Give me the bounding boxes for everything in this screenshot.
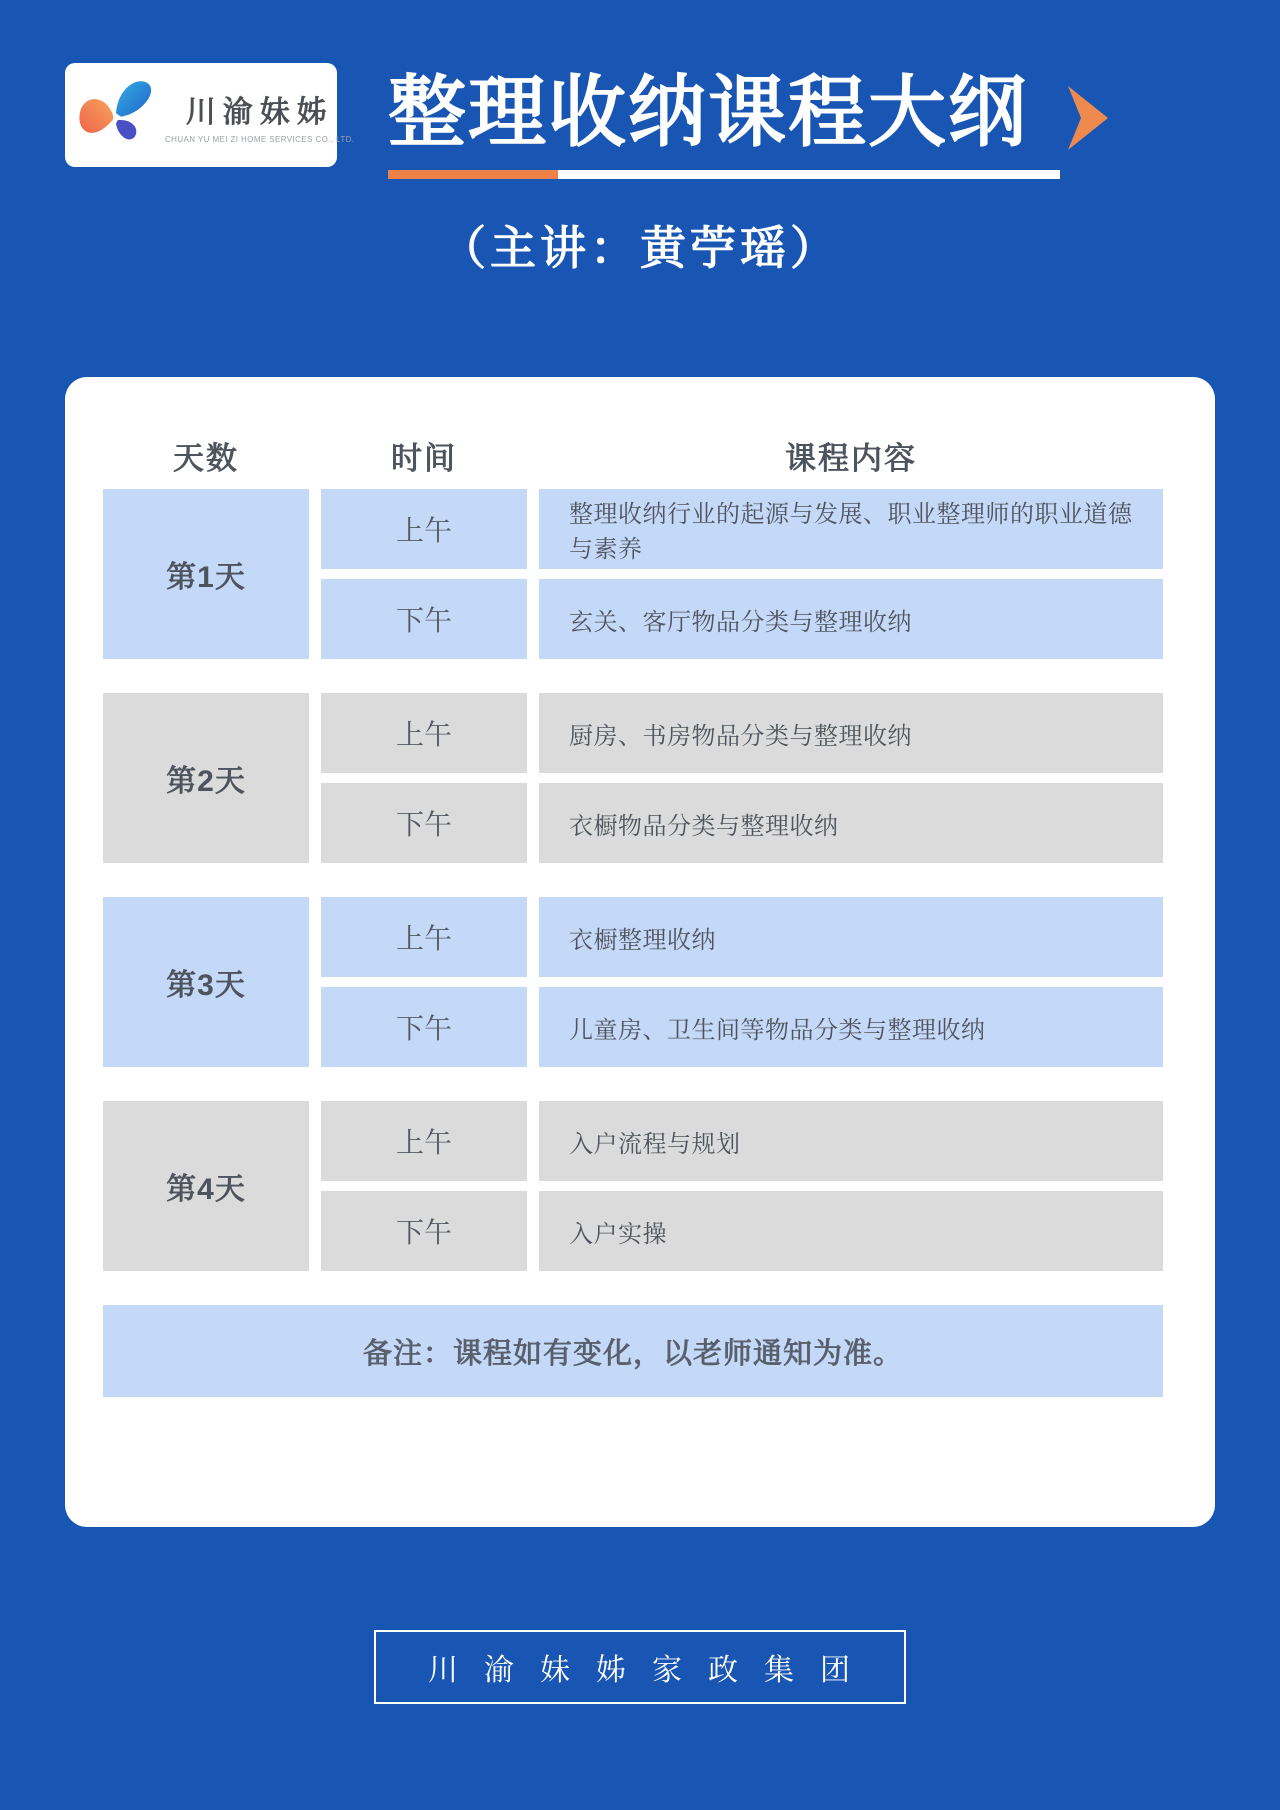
logo-company-name-en: CHUAN YU MEI ZI HOME SERVICES CO., LTD.	[165, 134, 355, 144]
logo-text	[165, 87, 354, 144]
day2-rows	[321, 693, 1163, 863]
day4-label: 第4天	[103, 1101, 309, 1271]
table-header-row	[103, 421, 1163, 489]
day2-am-time: 上午	[321, 693, 527, 773]
day4-pm-time: 下午	[321, 1191, 527, 1271]
day4-am-row	[321, 1101, 1163, 1181]
day1-label: 第1天	[103, 489, 309, 659]
day3-label: 第3天	[103, 897, 309, 1067]
title-underline	[388, 170, 1060, 179]
day3-rows	[321, 897, 1163, 1067]
day3-am-time: 上午	[321, 897, 527, 977]
day4-group	[103, 1101, 1163, 1271]
day1-pm-row	[321, 579, 1163, 659]
day1-rows	[321, 489, 1163, 659]
day4-rows	[321, 1101, 1163, 1271]
title-block	[388, 60, 1060, 179]
day1-pm-time: 下午	[321, 579, 527, 659]
day1-group	[103, 489, 1163, 659]
day1-am-content: 整理收纳行业的起源与发展、职业整理师的职业道德与素养	[539, 489, 1163, 569]
underline-orange-segment	[388, 170, 558, 179]
header-content-column	[539, 433, 1163, 478]
day3-pm-time: 下午	[321, 987, 527, 1067]
header-day-label: 天数	[173, 440, 239, 476]
logo-company-name: 川渝妹姊	[185, 95, 334, 129]
page-title: 整理收纳课程大纲	[388, 68, 1029, 156]
day1-am-row	[321, 489, 1163, 569]
header-time-column	[321, 433, 527, 478]
day1-am-time: 上午	[321, 489, 527, 569]
right-arrow-icon	[1068, 86, 1108, 150]
day3-pm-content: 儿童房、卫生间等物品分类与整理收纳	[539, 987, 1163, 1067]
day2-pm-time: 下午	[321, 783, 527, 863]
day4-am-time: 上午	[321, 1101, 527, 1181]
butterfly-logo-icon	[73, 72, 159, 158]
lecturer-subtitle: （主讲：黄苧瑶）	[440, 222, 840, 274]
day2-am-content: 厨房、书房物品分类与整理收纳	[539, 693, 1163, 773]
day4-pm-content: 入户实操	[539, 1191, 1163, 1271]
day3-group	[103, 897, 1163, 1067]
day2-label: 第2天	[103, 693, 309, 863]
header-day-column	[103, 433, 309, 478]
logo-box	[65, 63, 355, 167]
day3-am-row	[321, 897, 1163, 977]
day2-pm-content: 衣橱物品分类与整理收纳	[539, 783, 1163, 863]
day2-group	[103, 693, 1163, 863]
day4-pm-row	[321, 1191, 1163, 1271]
day4-am-content: 入户流程与规划	[539, 1101, 1163, 1181]
course-table-card	[65, 377, 1215, 1527]
underline-white-segment	[558, 170, 1060, 179]
day1-pm-content: 玄关、客厅物品分类与整理收纳	[539, 579, 1163, 659]
footer-company-box: 川渝妹姊家政集团	[374, 1630, 906, 1704]
day2-am-row	[321, 693, 1163, 773]
note-row: 备注：课程如有变化，以老师通知为准。	[103, 1305, 1163, 1397]
header-content-label: 课程内容	[785, 440, 917, 476]
day2-pm-row	[321, 783, 1163, 863]
day3-am-content: 衣橱整理收纳	[539, 897, 1163, 977]
day3-pm-row	[321, 987, 1163, 1067]
header-time-label: 时间	[391, 440, 457, 476]
